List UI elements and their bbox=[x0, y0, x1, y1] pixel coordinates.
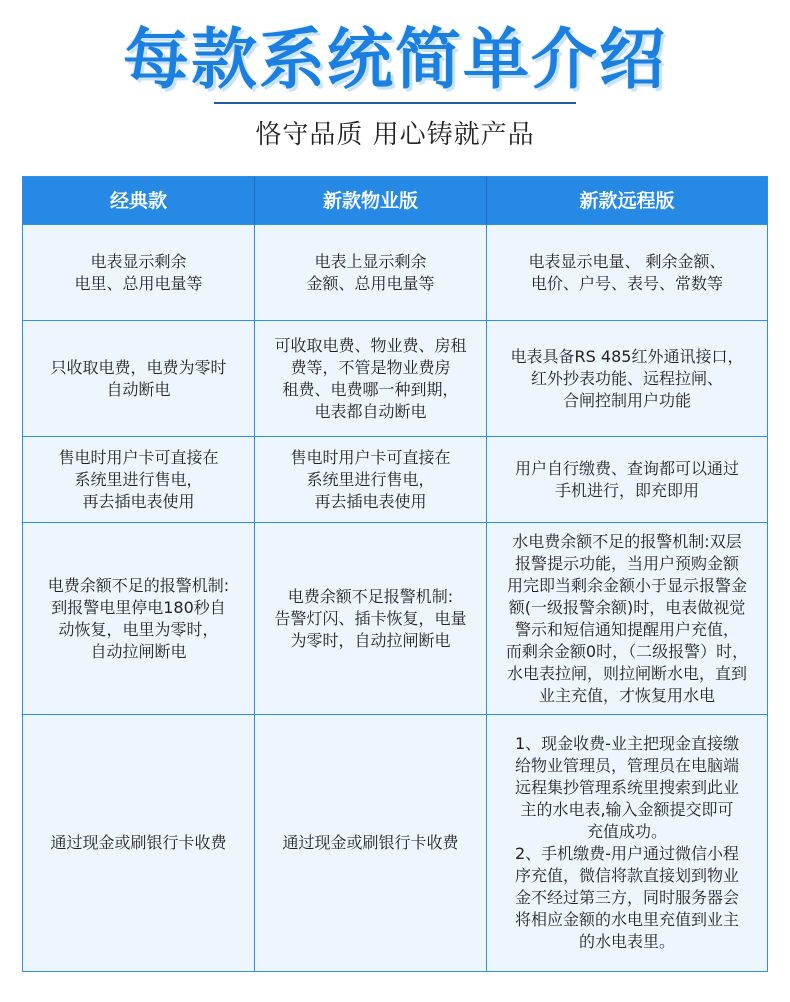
table-cell: 电费余额不足报警机制: 告警灯闪、插卡恢复，电量 为零时，自动拉闸断电 bbox=[255, 523, 487, 715]
table-cell: 电表具备RS 485红外通讯接口， 红外抄表功能、远程拉闸、 合闸控制用户功能 bbox=[487, 321, 767, 437]
subtitle-divider bbox=[214, 102, 576, 104]
page-subtitle: 恪守品质 用心铸就产品 bbox=[255, 120, 535, 150]
table-cell: 水电费余额不足的报警机制:双层 报警提示功能，当用户预购金额 用完即当剩余金额小于显示报警金 额(一级报警余额)时，电表做视觉 警示和短信通知提醒用户充值， 而剩余金额0时，（二级报警）时， 水电表拉闸，则拉闸断水电，直到 业主充值，才恢复用水电 bbox=[487, 523, 767, 715]
table-row bbox=[23, 437, 767, 523]
table-cell: 只收取电费，电费为零时 自动断电 bbox=[23, 321, 255, 437]
comparison-table bbox=[22, 176, 768, 972]
table-cell: 电表显示剩余 电里、总用电量等 bbox=[23, 225, 255, 321]
table-header-row bbox=[23, 177, 767, 225]
header-property: 新款物业版 bbox=[255, 177, 487, 225]
header-classic: 经典款 bbox=[23, 177, 255, 225]
subtitle-block bbox=[214, 102, 576, 151]
table-cell: 电费余额不足的报警机制: 到报警电里停电180秒自 动恢复，电里为零时， 自动拉闸断电 bbox=[23, 523, 255, 715]
table-cell: 电表上显示剩余 金额、总用电量等 bbox=[255, 225, 487, 321]
table-row bbox=[23, 715, 767, 971]
table-row bbox=[23, 523, 767, 715]
table-cell: 售电时用户卡可直接在 系统里进行售电， 再去插电表使用 bbox=[255, 437, 487, 523]
table-cell: 通过现金或刷银行卡收费 bbox=[23, 715, 255, 971]
table-cell: 1、现金收费-业主把现金直接缴 给物业管理员，管理员在电脑端 远程集抄管理系统里搜索到此业 主的水电表,输入金额提交即可 充值成功。 2、手机缴费-用户通过微信小程 序充值，微信将款直接划到物业 金不经过第三方，同时服务器会 将相应金额的水电里充值到业主 的水电表里。 bbox=[487, 715, 767, 971]
header-remote: 新款远程版 bbox=[487, 177, 767, 225]
table-cell: 电表显示电量、 剩余金额、 电价、户号、表号、常数等 bbox=[487, 225, 767, 321]
table-row bbox=[23, 225, 767, 321]
page-title: 每款系统简单介绍 bbox=[123, 21, 667, 98]
table-row bbox=[23, 321, 767, 437]
table-cell: 通过现金或刷银行卡收费 bbox=[255, 715, 487, 971]
table-cell: 可收取电费、物业费、房租 费等，不管是物业费房 租费、电费哪一种到期， 电表都自动断电 bbox=[255, 321, 487, 437]
table-cell: 用户自行缴费、查询都可以通过 手机进行，即充即用 bbox=[487, 437, 767, 523]
table-cell: 售电时用户卡可直接在 系统里进行售电， 再去插电表使用 bbox=[23, 437, 255, 523]
